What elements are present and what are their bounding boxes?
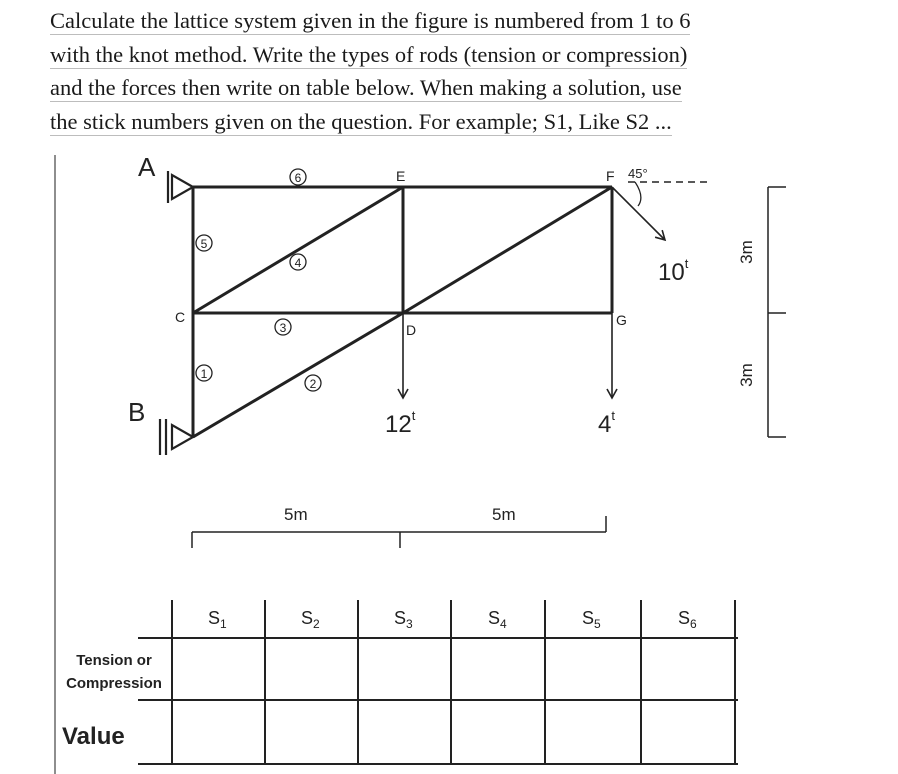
node-b-label: B <box>128 397 146 427</box>
member-4-diagonal <box>193 187 403 313</box>
node-c-label: C <box>175 309 186 325</box>
row-label-value: Value <box>62 723 125 750</box>
dimension-span-left: 5m <box>284 505 308 524</box>
table-header-s5: $S_5$ <box>582 608 601 631</box>
question-line-3: and the forces then write on table below. When making a solution, use <box>50 75 682 100</box>
member-numbers <box>196 169 321 391</box>
load-arrow-f <box>612 187 665 240</box>
member-label-6: 6 <box>294 171 302 185</box>
support-a <box>168 171 193 203</box>
load-value-d: 12$^t$ <box>385 408 416 438</box>
member-label-4: 4 <box>294 256 302 270</box>
table-header-s4: $S_4$ <box>488 608 507 631</box>
question-line-2: with the knot method. Write the types of rods (tension or compression) <box>50 41 688 67</box>
question-line-1: Calculate the lattice system given in the figure is numbered from 1 to 6 <box>50 8 691 33</box>
load-value-f: 10$^t$ <box>658 256 689 286</box>
member-label-2: 2 <box>309 377 317 391</box>
node-g-label: G <box>616 312 627 328</box>
dimension-height-top: 3m <box>737 240 756 264</box>
dimension-span-right: 5m <box>492 505 516 524</box>
angle-label: 45° <box>628 166 648 181</box>
row-label-tension-2: Compression <box>66 675 162 692</box>
member-2-diagonal <box>193 313 403 437</box>
support-b <box>160 419 193 455</box>
row-label-tension-1: Tension or <box>76 652 152 669</box>
horizontal-dimension <box>192 516 606 548</box>
node-f-label: F <box>606 168 615 184</box>
node-e-label: E <box>396 168 406 184</box>
answer-table <box>138 600 738 764</box>
table-header-s6: $S_6$ <box>678 608 697 631</box>
node-d-label: D <box>406 322 417 338</box>
member-label-3: 3 <box>279 321 287 335</box>
dimension-height-bottom: 3m <box>737 363 756 387</box>
table-header-s3: $S_3$ <box>394 608 413 631</box>
member-label-5: 5 <box>200 237 208 251</box>
table-header-s2: $S_2$ <box>301 608 320 631</box>
member-label-1: 1 <box>200 367 208 381</box>
load-value-g: 4$^t$ <box>598 408 615 438</box>
truss-members <box>193 187 612 437</box>
diagonal-d-f <box>403 187 612 313</box>
question-line-4: the stick numbers given on the question. For example; S1, Like S2 ... <box>50 108 672 134</box>
angle-arc <box>635 182 641 206</box>
vertical-dimension <box>768 187 786 437</box>
node-a-label: A <box>138 152 156 182</box>
table-header-s1: $S_1$ <box>208 608 227 631</box>
